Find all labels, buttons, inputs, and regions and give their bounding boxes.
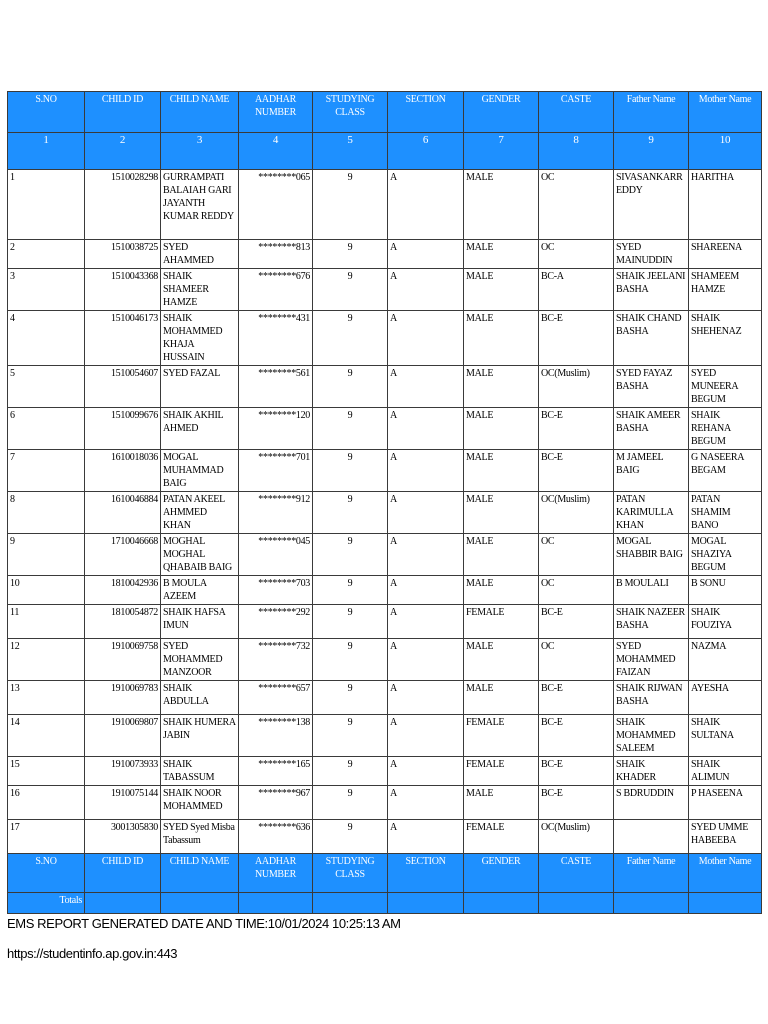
table-row xyxy=(8,240,762,269)
cell-caste: OC xyxy=(539,639,614,681)
cell-aadhar: ********657 xyxy=(239,681,313,715)
cell-section: A xyxy=(388,820,464,854)
table-row xyxy=(8,534,762,576)
cell-caste: OC(Muslim) xyxy=(539,492,614,534)
cell-section: A xyxy=(388,757,464,786)
cell-aadhar: ********967 xyxy=(239,786,313,820)
cell-child-id: 1910069758 xyxy=(85,639,161,681)
cell-sno: 2 xyxy=(8,240,85,269)
cell-caste: OC(Muslim) xyxy=(539,366,614,408)
cell-child-id: 1510038725 xyxy=(85,240,161,269)
cell-aadhar: ********431 xyxy=(239,311,313,366)
totals-cell xyxy=(388,893,464,914)
header-aadhar: AADHAR NUMBER xyxy=(239,92,313,133)
cell-class: 9 xyxy=(313,786,388,820)
cell-father-name: M JAMEEL BAIG xyxy=(614,450,689,492)
cell-sno: 1 xyxy=(8,170,85,240)
cell-mother-name: AYESHA xyxy=(689,681,762,715)
cell-mother-name: SYED UMME HABEEBA xyxy=(689,820,762,854)
cell-child-id: 1510099676 xyxy=(85,408,161,450)
table-row xyxy=(8,786,762,820)
header-child-id: CHILD ID xyxy=(85,92,161,133)
cell-section: A xyxy=(388,715,464,757)
header-gender: GENDER xyxy=(464,92,539,133)
cell-child-id: 1510046173 xyxy=(85,311,161,366)
table-row xyxy=(8,605,762,639)
cell-caste: BC-E xyxy=(539,311,614,366)
table-row xyxy=(8,408,762,450)
cell-child-name: B MOULA AZEEM xyxy=(161,576,239,605)
column-number: 3 xyxy=(161,133,239,170)
cell-child-name: SYED AHAMMED xyxy=(161,240,239,269)
column-number: 10 xyxy=(689,133,762,170)
column-number: 8 xyxy=(539,133,614,170)
cell-child-name: MOGHAL MOGHAL QHABAIB BAIG xyxy=(161,534,239,576)
cell-aadhar: ********813 xyxy=(239,240,313,269)
cell-gender: MALE xyxy=(464,639,539,681)
cell-sno: 17 xyxy=(8,820,85,854)
footer-header-child-id: CHILD ID xyxy=(85,854,161,893)
cell-aadhar: ********138 xyxy=(239,715,313,757)
header-child-name: CHILD NAME xyxy=(161,92,239,133)
cell-caste: BC-E xyxy=(539,450,614,492)
cell-child-name: SHAIK NOOR MOHAMMED xyxy=(161,786,239,820)
cell-father-name: SIVASANKARREDDY xyxy=(614,170,689,240)
cell-class: 9 xyxy=(313,576,388,605)
table-row xyxy=(8,492,762,534)
cell-aadhar: ********701 xyxy=(239,450,313,492)
cell-child-id: 3001305830 xyxy=(85,820,161,854)
cell-aadhar: ********292 xyxy=(239,605,313,639)
cell-mother-name: G NASEERA BEGAM xyxy=(689,450,762,492)
cell-child-id: 1510028298 xyxy=(85,170,161,240)
cell-mother-name: NAZMA xyxy=(689,639,762,681)
cell-sno: 6 xyxy=(8,408,85,450)
cell-mother-name: SHAMEEM HAMZE xyxy=(689,269,762,311)
cell-sno: 3 xyxy=(8,269,85,311)
header-class: STUDYING CLASS xyxy=(313,92,388,133)
cell-aadhar: ********912 xyxy=(239,492,313,534)
cell-caste: OC xyxy=(539,240,614,269)
footer-header-child-name: CHILD NAME xyxy=(161,854,239,893)
cell-section: A xyxy=(388,786,464,820)
cell-child-name: PATAN AKEEL AHMMED KHAN xyxy=(161,492,239,534)
cell-caste: BC-E xyxy=(539,757,614,786)
cell-sno: 14 xyxy=(8,715,85,757)
cell-child-id: 1910073933 xyxy=(85,757,161,786)
cell-class: 9 xyxy=(313,366,388,408)
cell-sno: 15 xyxy=(8,757,85,786)
header-sno: S.NO xyxy=(8,92,85,133)
totals-cell xyxy=(464,893,539,914)
cell-mother-name: SHAIK FOUZIYA xyxy=(689,605,762,639)
cell-child-id: 1510043368 xyxy=(85,269,161,311)
totals-cell xyxy=(161,893,239,914)
cell-section: A xyxy=(388,269,464,311)
cell-child-id: 1910075144 xyxy=(85,786,161,820)
cell-sno: 10 xyxy=(8,576,85,605)
cell-mother-name: PATAN SHAMIM BANO xyxy=(689,492,762,534)
cell-child-id: 1610046884 xyxy=(85,492,161,534)
cell-gender: FEMALE xyxy=(464,757,539,786)
cell-child-name: SHAIK ABDULLA xyxy=(161,681,239,715)
cell-child-id: 1710046668 xyxy=(85,534,161,576)
cell-gender: FEMALE xyxy=(464,605,539,639)
cell-gender: MALE xyxy=(464,534,539,576)
cell-sno: 8 xyxy=(8,492,85,534)
totals-cell xyxy=(85,893,161,914)
totals-cell xyxy=(313,893,388,914)
cell-gender: MALE xyxy=(464,681,539,715)
cell-caste: BC-E xyxy=(539,408,614,450)
cell-caste: OC xyxy=(539,170,614,240)
cell-father-name: SHAIK KHADER xyxy=(614,757,689,786)
cell-class: 9 xyxy=(313,534,388,576)
cell-mother-name: SHAREENA xyxy=(689,240,762,269)
cell-aadhar: ********065 xyxy=(239,170,313,240)
table-row xyxy=(8,576,762,605)
column-number: 7 xyxy=(464,133,539,170)
cell-aadhar: ********703 xyxy=(239,576,313,605)
cell-child-name: SHAIK TABASSUM xyxy=(161,757,239,786)
cell-gender: MALE xyxy=(464,786,539,820)
cell-class: 9 xyxy=(313,311,388,366)
header-mother: Mother Name xyxy=(689,92,762,133)
cell-gender: MALE xyxy=(464,269,539,311)
header-row xyxy=(8,92,762,133)
cell-section: A xyxy=(388,576,464,605)
cell-father-name: B MOULALI xyxy=(614,576,689,605)
cell-mother-name: SHAIK SULTANA xyxy=(689,715,762,757)
cell-gender: MALE xyxy=(464,576,539,605)
column-number: 2 xyxy=(85,133,161,170)
column-number: 5 xyxy=(313,133,388,170)
totals-cell xyxy=(539,893,614,914)
cell-caste: OC xyxy=(539,576,614,605)
cell-caste: OC xyxy=(539,534,614,576)
cell-mother-name: SHAIK SHEHENAZ xyxy=(689,311,762,366)
table-row xyxy=(8,757,762,786)
cell-gender: MALE xyxy=(464,492,539,534)
table-row xyxy=(8,820,762,854)
cell-mother-name: SHAIK REHANA BEGUM xyxy=(689,408,762,450)
cell-father-name xyxy=(614,820,689,854)
cell-class: 9 xyxy=(313,681,388,715)
cell-aadhar: ********165 xyxy=(239,757,313,786)
report-url-link[interactable]: https://studentinfo.ap.gov.in:443 xyxy=(7,946,178,961)
cell-class: 9 xyxy=(313,408,388,450)
cell-gender: MALE xyxy=(464,408,539,450)
cell-child-id: 1610018036 xyxy=(85,450,161,492)
cell-aadhar: ********120 xyxy=(239,408,313,450)
cell-father-name: SHAIK JEELANI BASHA xyxy=(614,269,689,311)
cell-father-name: SHAIK MOHAMMED SALEEM xyxy=(614,715,689,757)
cell-father-name: SYED MAINUDDIN xyxy=(614,240,689,269)
cell-child-id: 1810042936 xyxy=(85,576,161,605)
cell-sno: 16 xyxy=(8,786,85,820)
cell-child-id: 1910069783 xyxy=(85,681,161,715)
cell-child-name: SHAIK AKHIL AHMED xyxy=(161,408,239,450)
cell-sno: 11 xyxy=(8,605,85,639)
table-body xyxy=(8,170,762,854)
cell-class: 9 xyxy=(313,269,388,311)
column-number: 4 xyxy=(239,133,313,170)
cell-gender: MALE xyxy=(464,366,539,408)
cell-mother-name: HARITHA xyxy=(689,170,762,240)
cell-sno: 7 xyxy=(8,450,85,492)
cell-caste: BC-A xyxy=(539,269,614,311)
cell-gender: FEMALE xyxy=(464,820,539,854)
cell-father-name: PATAN KARIMULLA KHAN xyxy=(614,492,689,534)
cell-child-id: 1810054872 xyxy=(85,605,161,639)
student-report-table xyxy=(7,91,762,914)
table-row xyxy=(8,366,762,408)
cell-father-name: SHAIK AMEER BASHA xyxy=(614,408,689,450)
cell-child-name: MOGAL MUHAMMAD BAIG xyxy=(161,450,239,492)
cell-gender: MALE xyxy=(464,240,539,269)
footer-header-class: STUDYING CLASS xyxy=(313,854,388,893)
cell-caste: BC-E xyxy=(539,786,614,820)
cell-section: A xyxy=(388,366,464,408)
cell-sno: 13 xyxy=(8,681,85,715)
cell-section: A xyxy=(388,311,464,366)
footer-header-row xyxy=(8,854,762,893)
cell-gender: MALE xyxy=(464,170,539,240)
table-row xyxy=(8,269,762,311)
header-section: SECTION xyxy=(388,92,464,133)
cell-section: A xyxy=(388,681,464,715)
cell-mother-name: P HASEENA xyxy=(689,786,762,820)
footer-header-father: Father Name xyxy=(614,854,689,893)
cell-aadhar: ********732 xyxy=(239,639,313,681)
cell-mother-name: B SONU xyxy=(689,576,762,605)
cell-aadhar: ********676 xyxy=(239,269,313,311)
cell-aadhar: ********561 xyxy=(239,366,313,408)
report-generated-text: EMS REPORT GENERATED DATE AND TIME:10/01/2024 10:25:13 AM xyxy=(7,916,401,931)
table-row xyxy=(8,639,762,681)
column-number: 1 xyxy=(8,133,85,170)
header-caste: CASTE xyxy=(539,92,614,133)
cell-sno: 12 xyxy=(8,639,85,681)
cell-class: 9 xyxy=(313,639,388,681)
totals-row xyxy=(8,893,762,914)
cell-mother-name: SYED MUNEERA BEGUM xyxy=(689,366,762,408)
cell-caste: BC-E xyxy=(539,715,614,757)
cell-caste: BC-E xyxy=(539,681,614,715)
footer-header-aadhar: AADHAR NUMBER xyxy=(239,854,313,893)
footer-header-section: SECTION xyxy=(388,854,464,893)
cell-class: 9 xyxy=(313,492,388,534)
cell-class: 9 xyxy=(313,450,388,492)
cell-section: A xyxy=(388,639,464,681)
cell-child-name: SHAIK MOHAMMED KHAJA HUSSAIN xyxy=(161,311,239,366)
cell-caste: OC(Muslim) xyxy=(539,820,614,854)
cell-child-id: 1510054607 xyxy=(85,366,161,408)
cell-class: 9 xyxy=(313,240,388,269)
totals-cell xyxy=(614,893,689,914)
footer-header-sno: S.NO xyxy=(8,854,85,893)
cell-aadhar: ********636 xyxy=(239,820,313,854)
cell-aadhar: ********045 xyxy=(239,534,313,576)
cell-father-name: SHAIK RIJWAN BASHA xyxy=(614,681,689,715)
table-row xyxy=(8,170,762,240)
cell-gender: FEMALE xyxy=(464,715,539,757)
cell-section: A xyxy=(388,492,464,534)
cell-child-name: GURRAMPATI BALAIAH GARI JAYANTH KUMAR REDDY xyxy=(161,170,239,240)
cell-class: 9 xyxy=(313,757,388,786)
cell-father-name: SYED MOHAMMED FAIZAN xyxy=(614,639,689,681)
totals-cell xyxy=(239,893,313,914)
cell-sno: 4 xyxy=(8,311,85,366)
cell-section: A xyxy=(388,534,464,576)
cell-father-name: SHAIK CHAND BASHA xyxy=(614,311,689,366)
table-row xyxy=(8,450,762,492)
table-row xyxy=(8,715,762,757)
cell-mother-name: SHAIK ALIMUN xyxy=(689,757,762,786)
cell-father-name: S BDRUDDIN xyxy=(614,786,689,820)
cell-class: 9 xyxy=(313,820,388,854)
cell-section: A xyxy=(388,240,464,269)
cell-section: A xyxy=(388,408,464,450)
cell-child-name: SHAIK HUMERA JABIN xyxy=(161,715,239,757)
cell-father-name: SHAIK NAZEER BASHA xyxy=(614,605,689,639)
cell-child-name: SHAIK SHAMEER HAMZE xyxy=(161,269,239,311)
footer-header-caste: CASTE xyxy=(539,854,614,893)
cell-sno: 5 xyxy=(8,366,85,408)
cell-child-name: SYED FAZAL xyxy=(161,366,239,408)
cell-section: A xyxy=(388,450,464,492)
column-number-row xyxy=(8,133,762,170)
cell-father-name: SYED FAYAZ BASHA xyxy=(614,366,689,408)
cell-class: 9 xyxy=(313,170,388,240)
cell-section: A xyxy=(388,170,464,240)
cell-class: 9 xyxy=(313,715,388,757)
footer-header-mother: Mother Name xyxy=(689,854,762,893)
cell-gender: MALE xyxy=(464,311,539,366)
header-father: Father Name xyxy=(614,92,689,133)
cell-child-name: SHAIK HAFSA IMUN xyxy=(161,605,239,639)
cell-child-name: SYED MOHAMMED MANZOOR xyxy=(161,639,239,681)
cell-father-name: MOGAL SHABBIR BAIG xyxy=(614,534,689,576)
column-number: 6 xyxy=(388,133,464,170)
column-number: 9 xyxy=(614,133,689,170)
cell-class: 9 xyxy=(313,605,388,639)
cell-mother-name: MOGAL SHAZIYA BEGUM xyxy=(689,534,762,576)
cell-sno: 9 xyxy=(8,534,85,576)
cell-child-name: SYED Syed Misba Tabassum xyxy=(161,820,239,854)
totals-label: Totals xyxy=(8,893,85,914)
totals-cell xyxy=(689,893,762,914)
table-row xyxy=(8,681,762,715)
cell-caste: BC-E xyxy=(539,605,614,639)
cell-child-id: 1910069807 xyxy=(85,715,161,757)
table-row xyxy=(8,311,762,366)
cell-section: A xyxy=(388,605,464,639)
cell-gender: MALE xyxy=(464,450,539,492)
footer-header-gender: GENDER xyxy=(464,854,539,893)
